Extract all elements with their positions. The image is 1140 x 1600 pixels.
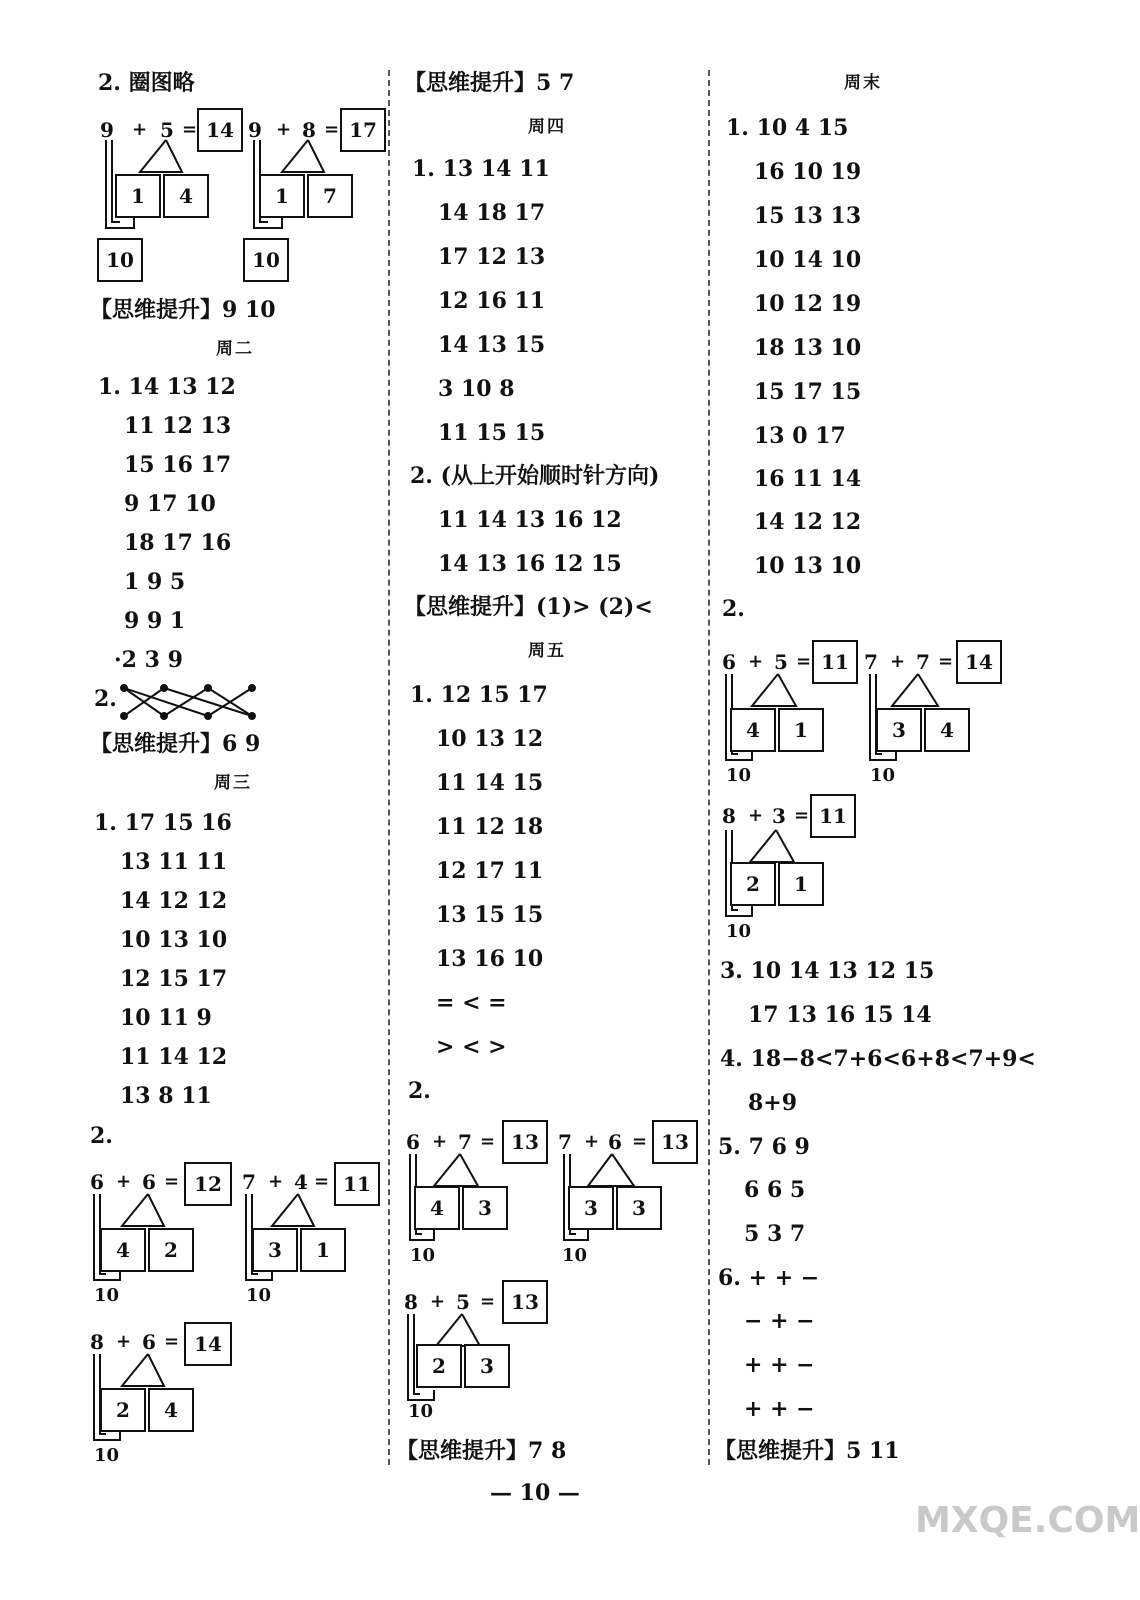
answer-row: > < > bbox=[436, 1034, 507, 1060]
answer-row: ·2 3 9 bbox=[114, 647, 183, 673]
answer-row: 9 9 1 bbox=[124, 608, 186, 634]
question-label: 2. bbox=[90, 1123, 113, 1149]
page-number: — 10 — bbox=[490, 1480, 580, 1506]
answer-row: 4. 18−8<7+6<6+8<7+9< bbox=[720, 1046, 1036, 1072]
answer-row: + + − bbox=[744, 1396, 815, 1422]
answer-row: 11 12 18 bbox=[436, 814, 544, 840]
thinking-answer: 【思维提升】5 11 bbox=[714, 1438, 900, 1464]
answer-row: 10 13 10 bbox=[754, 553, 862, 579]
section-heading-thursday: 周四 bbox=[528, 117, 566, 137]
thinking-answer: 【思维提升】7 8 bbox=[396, 1438, 567, 1464]
answer-row: 11 12 13 bbox=[124, 413, 232, 439]
answer-row: 9 17 10 bbox=[124, 491, 216, 517]
answer-row: 13 11 11 bbox=[120, 849, 228, 875]
answer-row: 13 8 11 bbox=[120, 1083, 212, 1109]
answer-row: 11 15 15 bbox=[438, 420, 546, 446]
answer-row: 18 17 16 bbox=[124, 530, 232, 556]
answer-row: 10 12 19 bbox=[754, 291, 862, 317]
question-label: 2. bbox=[408, 1078, 431, 1104]
question-label: 2. bbox=[94, 686, 117, 712]
answer-row: 14 13 16 12 15 bbox=[438, 551, 622, 577]
section-heading-wednesday: 周三 bbox=[214, 773, 252, 793]
answer-row: 1. 17 15 16 bbox=[94, 810, 232, 836]
answer-row: 13 16 10 bbox=[436, 946, 544, 972]
answer-row: 13 0 17 bbox=[754, 423, 846, 449]
answer-row: 1. 14 13 12 bbox=[98, 374, 236, 400]
thinking-answer: 【思维提升】5 7 bbox=[404, 70, 575, 96]
answer-row: 15 16 17 bbox=[124, 452, 232, 478]
answer-row: 10 13 10 bbox=[120, 927, 228, 953]
answer-row: 8+9 bbox=[748, 1090, 798, 1116]
answer-row: 16 11 14 bbox=[754, 466, 862, 492]
watermark: MXQE.COM bbox=[915, 1500, 1140, 1541]
answer-row: 17 13 16 15 14 bbox=[748, 1002, 932, 1028]
question-label: 2. (从上开始顺时针方向) bbox=[410, 463, 660, 489]
thinking-answer: 【思维提升】(1)> (2)< bbox=[404, 594, 653, 620]
answer-row: 10 13 12 bbox=[436, 726, 544, 752]
answer-row: = < = bbox=[436, 990, 507, 1016]
column-divider-2 bbox=[708, 70, 710, 1465]
question-label: 2. bbox=[722, 596, 745, 622]
section-heading-weekend: 周末 bbox=[844, 73, 882, 93]
thinking-answer: 【思维提升】6 9 bbox=[90, 731, 261, 757]
answer-row: 5. 7 6 9 bbox=[718, 1134, 810, 1160]
answer-row: 12 17 11 bbox=[436, 858, 544, 884]
section-heading-tuesday: 周二 bbox=[216, 339, 254, 359]
answer-row: 12 15 17 bbox=[120, 966, 228, 992]
answer-row: 10 14 10 bbox=[754, 247, 862, 273]
answer-row: 12 16 11 bbox=[438, 288, 546, 314]
answer-row: 16 10 19 bbox=[754, 159, 862, 185]
answer-row: 1. 12 15 17 bbox=[410, 682, 548, 708]
answer-row: 5 3 7 bbox=[744, 1221, 806, 1247]
answer-row: 10 11 9 bbox=[120, 1005, 212, 1031]
answer-row: + + − bbox=[744, 1352, 815, 1378]
matching-lines bbox=[120, 684, 260, 720]
answer-row: 14 12 12 bbox=[754, 509, 862, 535]
answer-row: 15 17 15 bbox=[754, 379, 862, 405]
answer-row: 14 18 17 bbox=[438, 200, 546, 226]
answer-row: 14 13 15 bbox=[438, 332, 546, 358]
answer-row: 6 6 5 bbox=[744, 1177, 806, 1203]
answer-row: 1 9 5 bbox=[124, 569, 186, 595]
answer-row: 6. + + − bbox=[718, 1265, 820, 1291]
answer-row: 11 14 12 bbox=[120, 1044, 228, 1070]
answer-row: 14 12 12 bbox=[120, 888, 228, 914]
answer-row: 11 14 15 bbox=[436, 770, 544, 796]
answer-row: 3. 10 14 13 12 15 bbox=[720, 958, 935, 984]
answer-row: 3 10 8 bbox=[438, 376, 515, 402]
column-divider-1 bbox=[388, 70, 390, 1465]
answer-row: 15 13 13 bbox=[754, 203, 862, 229]
thinking-answer: 【思维提升】9 10 bbox=[90, 297, 276, 323]
answer-row: 17 12 13 bbox=[438, 244, 546, 270]
answer-row: − + − bbox=[744, 1308, 815, 1334]
answer-row: 1. 13 14 11 bbox=[412, 156, 550, 182]
answer-row: 18 13 10 bbox=[754, 335, 862, 361]
section-heading-friday: 周五 bbox=[528, 641, 566, 661]
answer-row: 13 15 15 bbox=[436, 902, 544, 928]
answer-row: 11 14 13 16 12 bbox=[438, 507, 622, 533]
q2-title: 2. 圈图略 bbox=[98, 70, 195, 96]
answer-row: 1. 10 4 15 bbox=[726, 115, 849, 141]
